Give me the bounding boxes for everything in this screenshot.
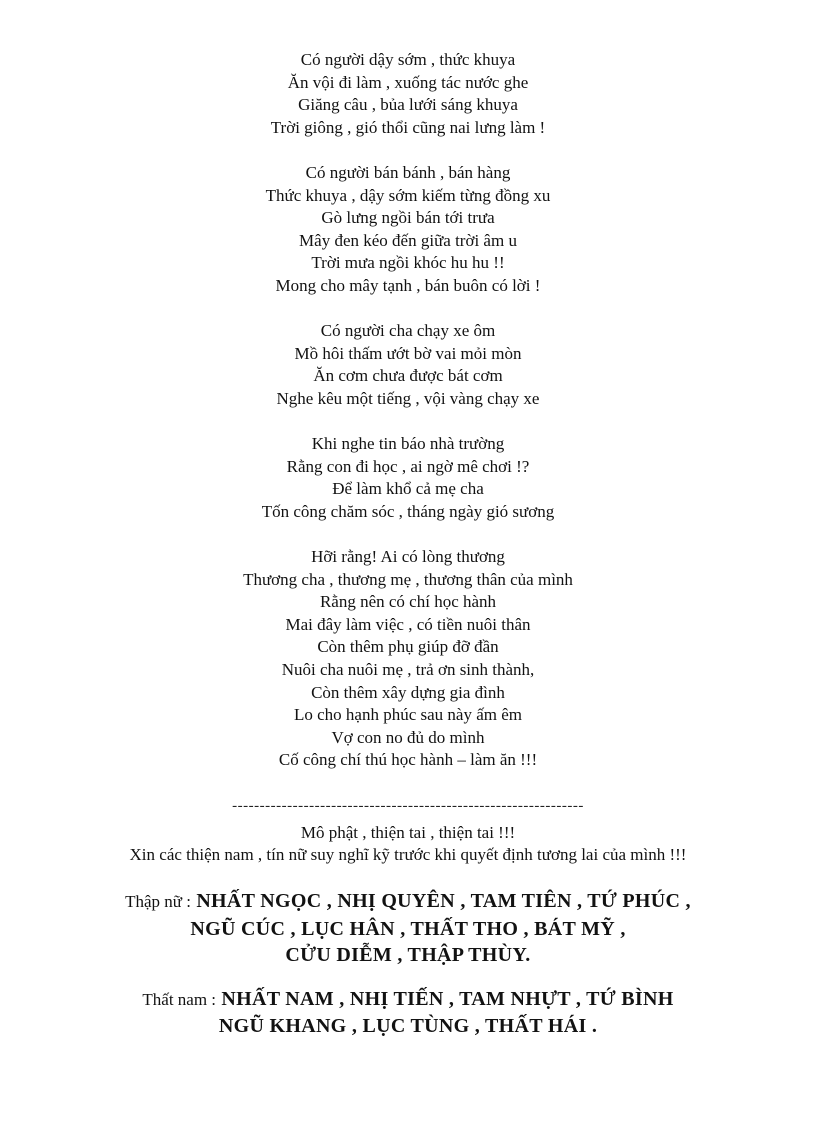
poem (0, 49, 816, 772)
poem-line: Cố công chí thú học hành – làm ăn !!! (278, 750, 538, 770)
poem-line: Hỡi rằng! Ai có lòng thương (311, 547, 505, 567)
poem-line: Có người cha chạy xe ôm (320, 321, 496, 341)
seven-sons-list (0, 986, 816, 1040)
poem-line: Còn thêm xây dựng gia đình (311, 682, 505, 702)
name-list-line: NGŨ KHANG , LỤC TÙNG , THẤT HÁI . (218, 1015, 598, 1038)
dashed-divider: ---------------------------------------------------------------- (232, 797, 584, 814)
poem-line: Trời giông , gió thổi cũng nai lưng làm ! (270, 117, 546, 137)
poem-line: Lo cho hạnh phúc sau này ấm êm (293, 705, 522, 725)
poem-line: Để làm khổ cả mẹ cha (332, 479, 484, 499)
name-list-line: CỬU DIỄM , THẬP THÙY. (285, 944, 531, 967)
poem-line: Mồ hôi thấm ướt bờ vai mỏi mòn (294, 343, 522, 363)
poem-line: Ăn cơm chưa được bát cơm (313, 366, 503, 386)
stanza-4 (0, 433, 816, 523)
name-list-line (0, 888, 816, 916)
poem-line: Có người dậy sớm , thức khuya (300, 50, 516, 69)
poem-line: Nuôi cha nuôi mẹ , trả ơn sinh thành, (281, 660, 535, 680)
stanza-3 (0, 320, 816, 410)
name-list-line (0, 986, 816, 1014)
poem-line: Có người bán bánh , bán hàng (305, 162, 511, 182)
poem-line: Rằng con đi học , ai ngờ mê chơi !? (286, 456, 530, 476)
group-prefix-label: Thập nữ : (125, 892, 191, 912)
poem-line: Vợ con no đủ do mình (331, 727, 485, 747)
group-prefix-label: Thất nam : (142, 989, 217, 1009)
poem-line: Trời mưa ngồi khóc hu hu !! (311, 253, 505, 273)
name-list-text: NHẤT NGỌC , NHỊ QUYÊN , TAM TIÊN , TỨ PHÚC , (196, 890, 691, 913)
stanza-5 (0, 546, 816, 772)
poem-line: Gò lưng ngồi bán tới trưa (321, 208, 495, 228)
stanza-1 (0, 49, 816, 139)
poem-line: Giăng câu , bủa lưới sáng khuya (298, 95, 518, 115)
ten-daughters-list (0, 888, 816, 969)
name-list-text: NHẤT NAM , NHỊ TIẾN , TAM NHỰT , TỨ BÌNH (221, 987, 674, 1010)
poem-line: Ăn vội đi làm , xuống tác nước ghe (287, 72, 529, 92)
poem-line: Rằng nên có chí học hành (319, 592, 497, 612)
poem-line: Còn thêm phụ giúp đỡ đần (317, 637, 499, 657)
epilogue (0, 822, 816, 868)
name-list-line: NGŨ CÚC , LỤC HÂN , THẤT THO , BÁT MỸ , (190, 917, 626, 940)
epilogue-line: Xin các thiện nam , tín nữ suy nghĩ kỹ trước khi quyết định tương lai của mình !!! (129, 845, 687, 865)
poem-line: Mai đây làm việc , có tiền nuôi thân (285, 614, 531, 634)
poem-line: Thương cha , thương mẹ , thương thân của mình (243, 569, 573, 589)
poem-line: Khi nghe tin báo nhà trường (311, 434, 505, 454)
poem-line: Mây đen kéo đến giữa trời âm u (299, 230, 517, 250)
poem-line: Mong cho mây tạnh , bán buôn có lời ! (275, 275, 541, 295)
poem-line: Thức khuya , dậy sớm kiếm từng đồng xu (265, 185, 551, 205)
epilogue-line: Mô phật , thiện tai , thiện tai !!! (300, 822, 516, 842)
poem-line: Nghe kêu một tiếng , vội vàng chạy xe (276, 388, 540, 408)
poem-line: Tốn công chăm sóc , tháng ngày gió sương (261, 501, 555, 521)
stanza-2 (0, 162, 816, 298)
